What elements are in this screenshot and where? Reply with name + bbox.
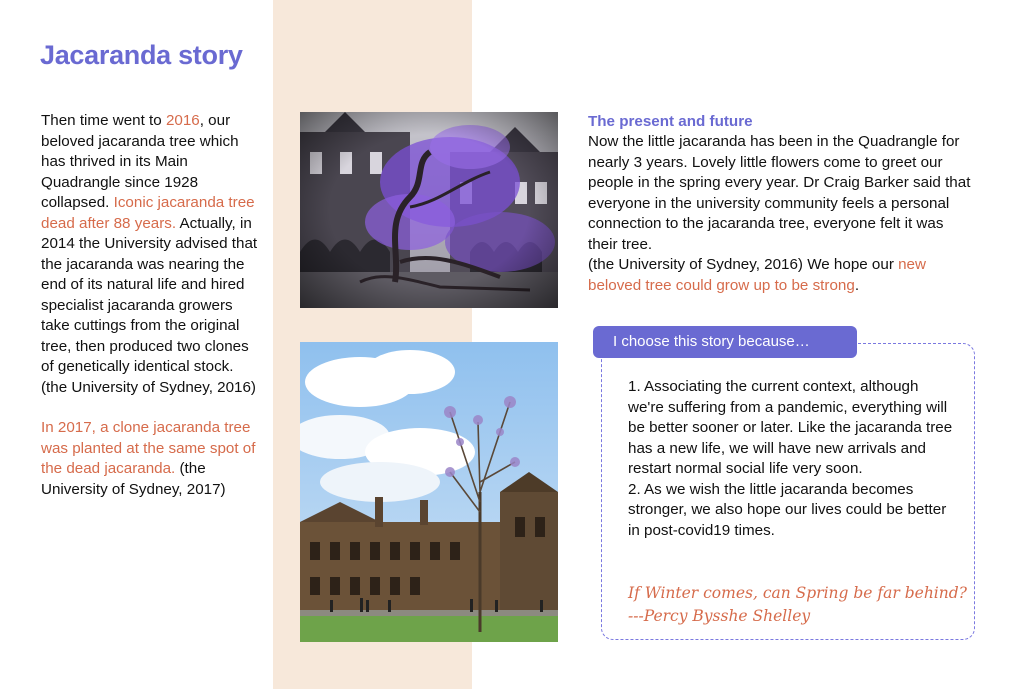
- present-future-heading: The present and future: [588, 113, 753, 130]
- quadrangle-photo: [300, 342, 558, 642]
- page-title: Jacaranda story: [40, 40, 243, 70]
- fallen-tree-photo: [300, 112, 558, 308]
- hope-highlight: new beloved tree could grow up to be strong: [588, 256, 926, 294]
- clone-highlight: In 2017, a clone jacaranda tree was planted at the same spot of the dead jacaranda.: [41, 419, 256, 477]
- clone-paragraph: In 2017, a clone jacaranda tree was planted at the same spot of the dead jacaranda. (the University of Sydney, 2017): [41, 419, 256, 498]
- shelley-quote: If Winter comes, can Spring be far behind? ---Percy Bysshe Shelley: [628, 584, 967, 625]
- right-column-text: [588, 132, 973, 296]
- present-paragraph: Now the little jacaranda has been in the Quadrangle for nearly 3 years. Lovely little flowers come to greet our people in the spring every year. Dr Craig Barker said that everyone in the university community feels a personal connection to the jacaranda tree, everyone felt it was their tree. (the University of Sydney, 2016) We hope our new beloved tree could grow up to be strong.: [588, 133, 971, 294]
- reason-item-2: 2. As we wish the little jacaranda becomes stronger, we also hope our lives could be better in post-covid19 times.: [628, 480, 947, 539]
- reasons-list: [628, 377, 958, 541]
- reason-item-1: 1. Associating the current context, although we're suffering from a pandemic, everything will be better sooner or later. Like the jacaranda tree has a new life, we will have new arrivals and restart normal social life very soon.: [628, 378, 953, 477]
- year-highlight: 2016: [165, 112, 200, 129]
- headline-highlight: Iconic jacaranda tree dead after 88 years.: [41, 194, 255, 232]
- reasons-tab: I choose this story because…: [593, 326, 857, 358]
- left-column-text: [41, 111, 263, 500]
- history-paragraph: Then time went to 2016, our beloved jacaranda tree which has thrived in its Main Quadrangle since 1928 collapsed. Iconic jacaranda tree dead after 88 years. Actually, in 2014 the University advised that the jacaranda was nearing the end of its natural life and hired specialist jacaranda growers take cuttings from the original tree, then produced two clones of genetically identical stock. (the University of Sydney, 2016): [41, 112, 258, 396]
